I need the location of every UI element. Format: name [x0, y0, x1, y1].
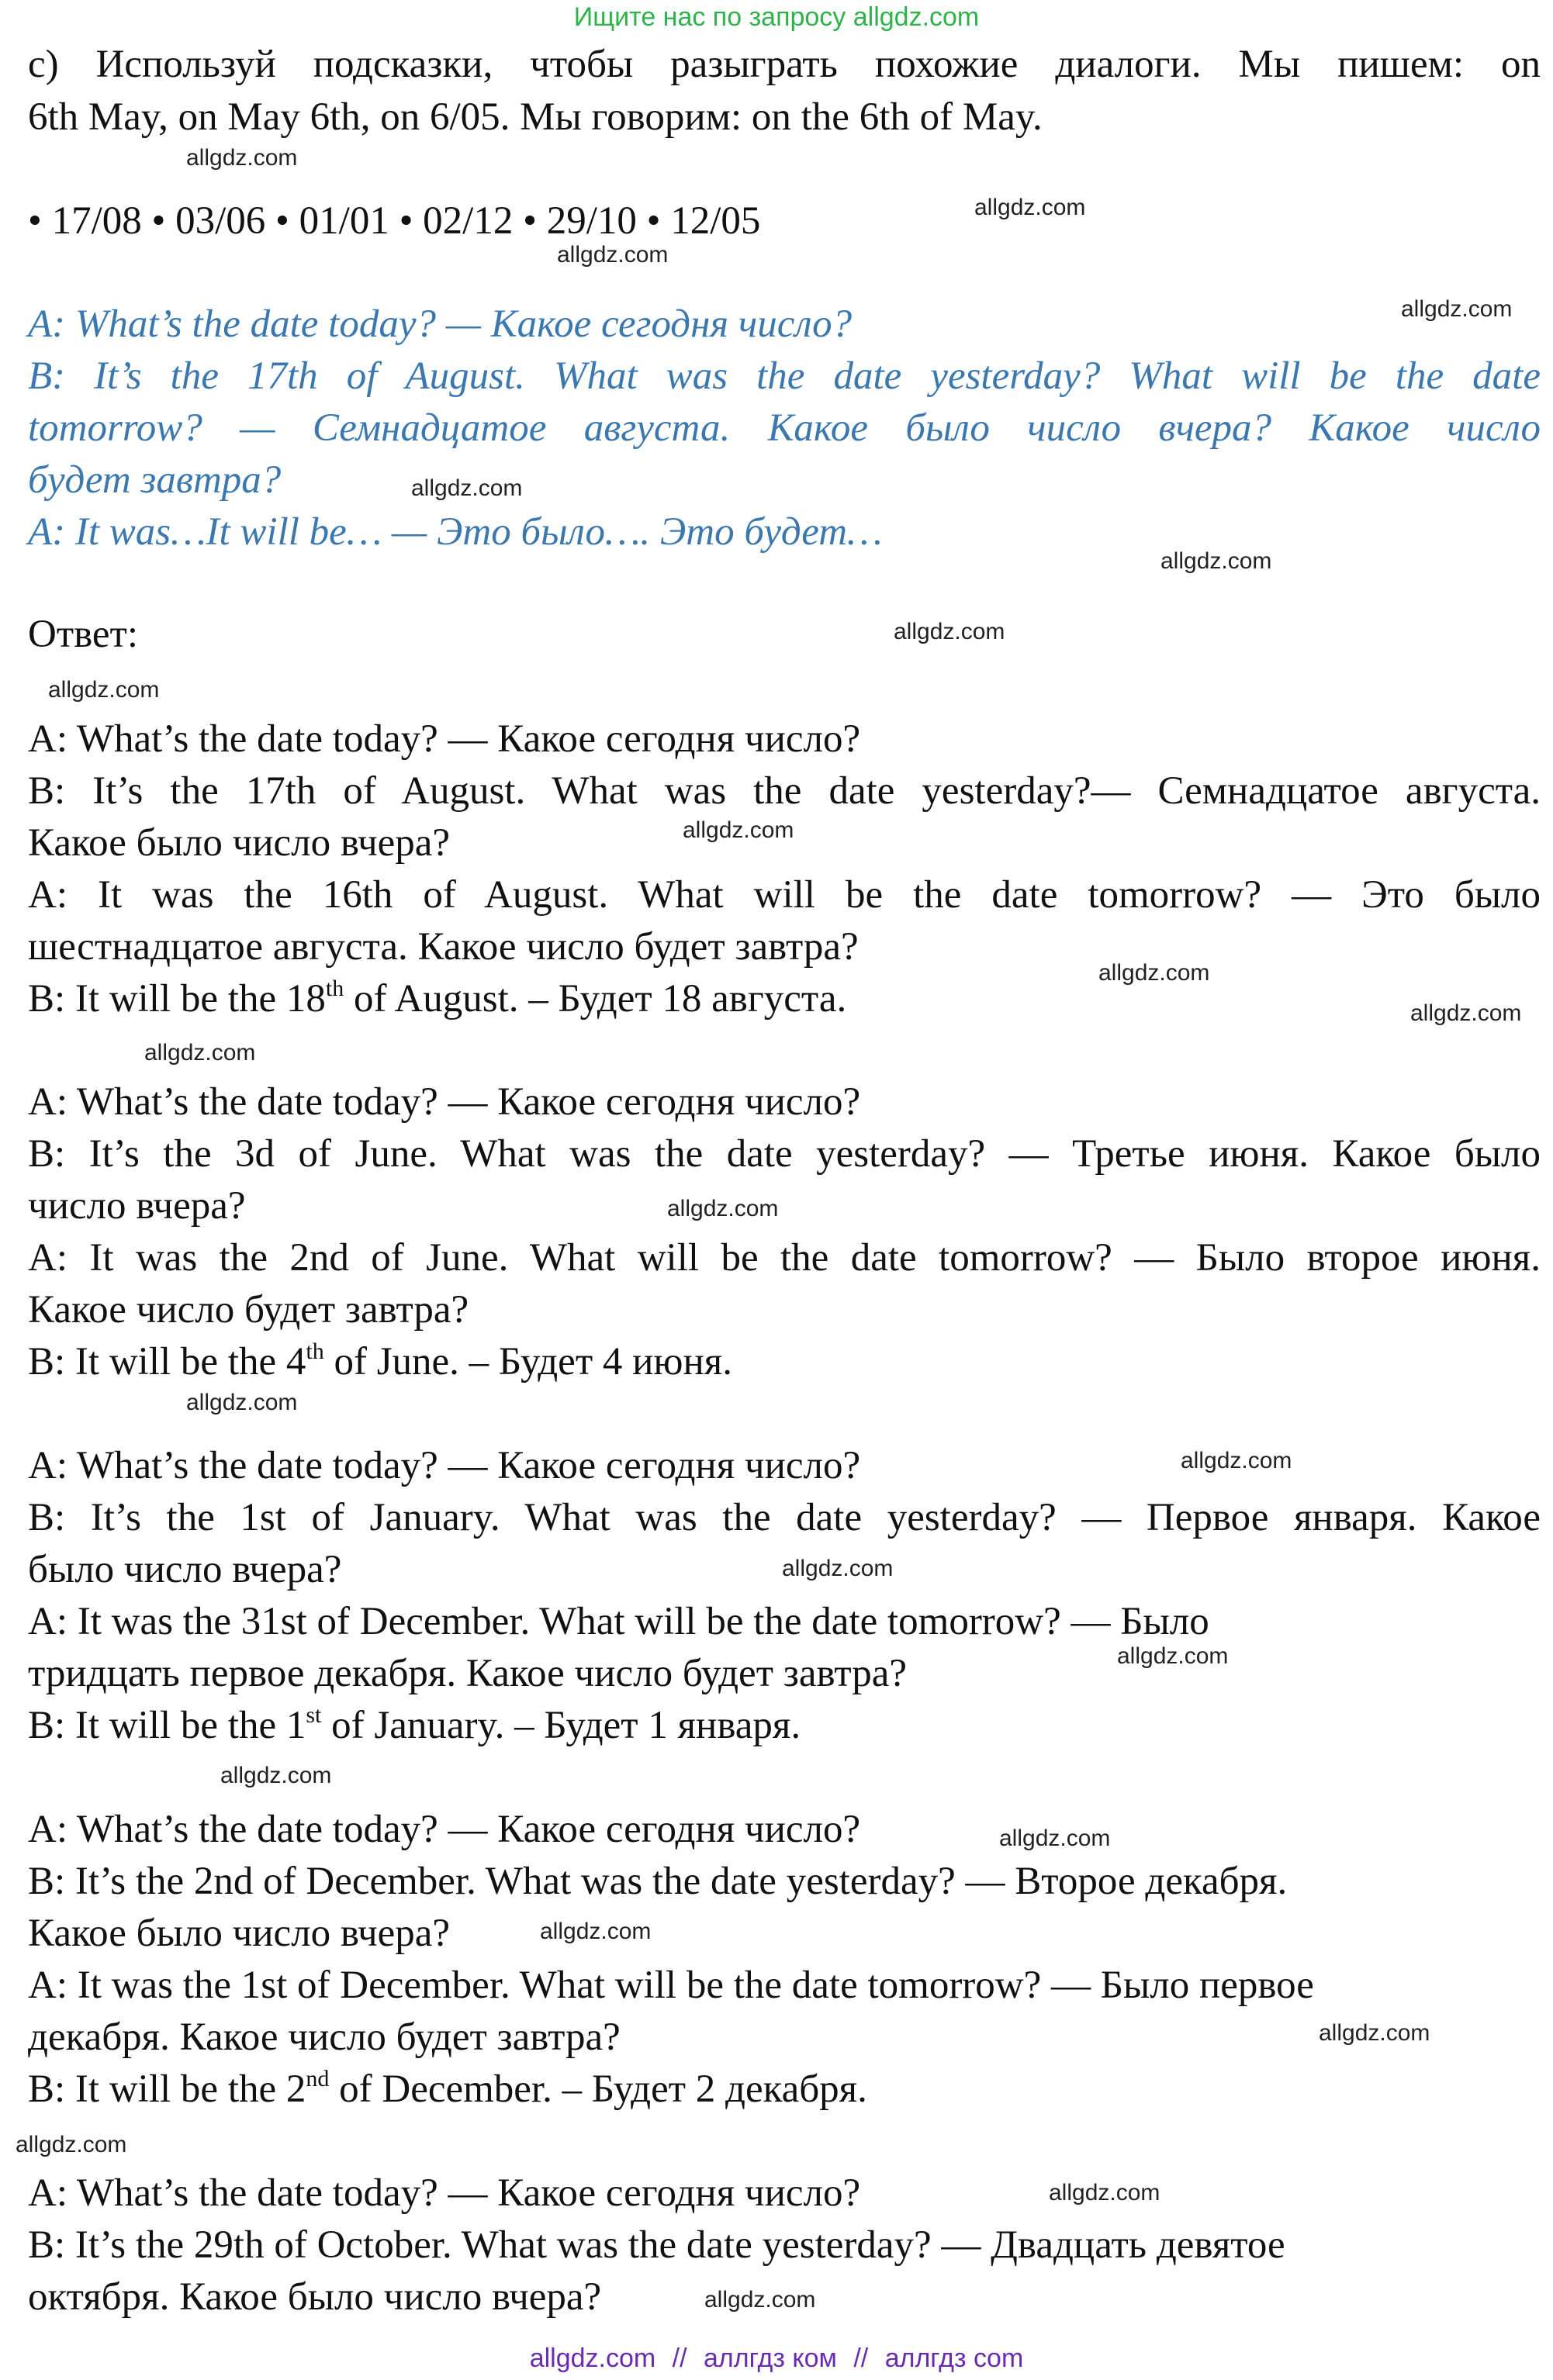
dialog1-line-3: Какое было число вчера? [28, 821, 451, 865]
watermark: allgdz.com [1319, 2020, 1430, 2046]
dialog3-line-6: B: It will be the 1st of January. – Будет 1 января. [28, 1702, 801, 1747]
watermark: allgdz.com [1098, 960, 1210, 986]
dialog3-line-1: A: What’s the date today? — Какое сегодня число? [28, 1444, 861, 1487]
task-line-2: 6th May, on May 6th, on 6/05. Мы говорим: on the 6th of May. [28, 95, 1043, 139]
watermark: allgdz.com [557, 242, 669, 268]
watermark: allgdz.com [540, 1919, 652, 1944]
dialog5-line-2: B: It’s the 29th of October. What was the date yesterday? — Двадцать девятое [28, 2223, 1285, 2267]
example-line-5: A: It was…It will be… — Это было…. Это будет… [28, 510, 883, 554]
watermark: allgdz.com [1160, 548, 1272, 574]
footer-link-allgdz-mixed[interactable]: аллгдз com [884, 2344, 1024, 2373]
dialog2-line-6: B: It will be the 4th of June. – Будет 4 июня. [28, 1339, 733, 1383]
watermark: allgdz.com [16, 2132, 127, 2157]
example-line-1: A: What’s the date today? — Какое сегодня число? [28, 302, 853, 346]
dialog4-line-1: A: What’s the date today? — Какое сегодня число? [28, 1808, 861, 1851]
watermark: allgdz.com [704, 2287, 816, 2313]
dialog2-line-4: A: It was the 2nd of June. What will be the date tomorrow? — Было второе июня. [28, 1236, 1541, 1280]
watermark: allgdz.com [186, 1390, 298, 1415]
watermark: allgdz.com [999, 1826, 1111, 1851]
dialog3-line-2: B: It’s the 1st of January. What was the date yesterday? — Первое января. Какое [28, 1496, 1541, 1539]
watermark: allgdz.com [782, 1556, 894, 1581]
dialog1-line-1: A: What’s the date today? — Какое сегодня число? [28, 717, 861, 761]
watermark: allgdz.com [894, 619, 1005, 644]
dialog4-line-4: A: It was the 1st of December. What will be the date tomorrow? — Было первое [28, 1964, 1314, 2007]
dialog2-line-2: B: It’s the 3d of June. What was the date yesterday? — Третье июня. Какое было [28, 1132, 1541, 1176]
footer-separator: // [853, 2344, 869, 2373]
dialog3-line-4: A: It was the 31st of December. What will be the date tomorrow? — Было [28, 1600, 1209, 1643]
dialog2-line-3: число вчера? [28, 1184, 246, 1228]
watermark: allgdz.com [1410, 1000, 1522, 1026]
footer-links [0, 2341, 1553, 2375]
watermark: allgdz.com [411, 475, 523, 501]
watermark: allgdz.com [1401, 296, 1513, 322]
dialog5-line-3: октября. Какое было число вчера? [28, 2275, 602, 2319]
dialog3-line-5: тридцать первое декабря. Какое число будет завтра? [28, 1652, 908, 1695]
example-line-3: tomorrow? — Семнадцатое августа. Какое было число вчера? Какое число [28, 406, 1541, 450]
example-line-2: B: It’s the 17th of August. What was the date yesterday? What will be the date [28, 354, 1541, 398]
watermark: allgdz.com [48, 677, 160, 703]
answer-label: Ответ: [28, 613, 138, 656]
dialog2-line-5: Какое число будет завтра? [28, 1288, 469, 1332]
watermark: allgdz.com [974, 195, 1086, 220]
task-dates: • 17/08 • 03/06 • 01/01 • 02/12 • 29/10 • 12/05 [28, 199, 761, 243]
dialog1-line-6: B: It will be the 18th of August. – Будет 18 августа. [28, 976, 847, 1021]
dialog1-line-5: шестнадцатое августа. Какое число будет завтра? [28, 925, 859, 969]
watermark: allgdz.com [144, 1040, 256, 1066]
footer-link-allgdz-ru[interactable]: аллгдз ком [704, 2344, 837, 2373]
dialog4-line-2: B: It’s the 2nd of December. What was the date yesterday? — Второе декабря. [28, 1860, 1288, 1903]
dialog1-line-2: B: It’s the 17th of August. What was the date yesterday?— Семнадцатое августа. [28, 769, 1541, 813]
watermark: allgdz.com [1181, 1448, 1292, 1473]
footer-link-allgdz[interactable]: allgdz.com [529, 2344, 656, 2373]
dialog4-line-6: B: It will be the 2nd of December. – Будет 2 декабря. [28, 2066, 867, 2111]
dialog5-line-1: A: What’s the date today? — Какое сегодня число? [28, 2171, 861, 2215]
top-banner: Ищите нас по запросу allgdz.com [573, 2, 980, 32]
watermark: allgdz.com [1117, 1643, 1229, 1669]
dialog3-line-3: было число вчера? [28, 1548, 342, 1591]
example-line-4: будет завтра? [28, 458, 282, 502]
footer-separator: // [672, 2344, 687, 2373]
dialog2-line-1: A: What’s the date today? — Какое сегодня число? [28, 1080, 861, 1124]
watermark: allgdz.com [667, 1196, 779, 1221]
dialog4-line-5: декабря. Какое число будет завтра? [28, 2016, 621, 2059]
task-line-1: с) Используй подсказки, чтобы разыграть похожие диалоги. Мы пишем: on [28, 43, 1541, 86]
dialog4-line-3: Какое было число вчера? [28, 1912, 451, 1955]
watermark: allgdz.com [220, 1763, 332, 1788]
watermark: allgdz.com [186, 145, 298, 171]
dialog1-line-4: A: It was the 16th of August. What will be the date tomorrow? — Это было [28, 873, 1541, 917]
watermark: allgdz.com [1049, 2180, 1160, 2206]
watermark: allgdz.com [683, 817, 794, 843]
